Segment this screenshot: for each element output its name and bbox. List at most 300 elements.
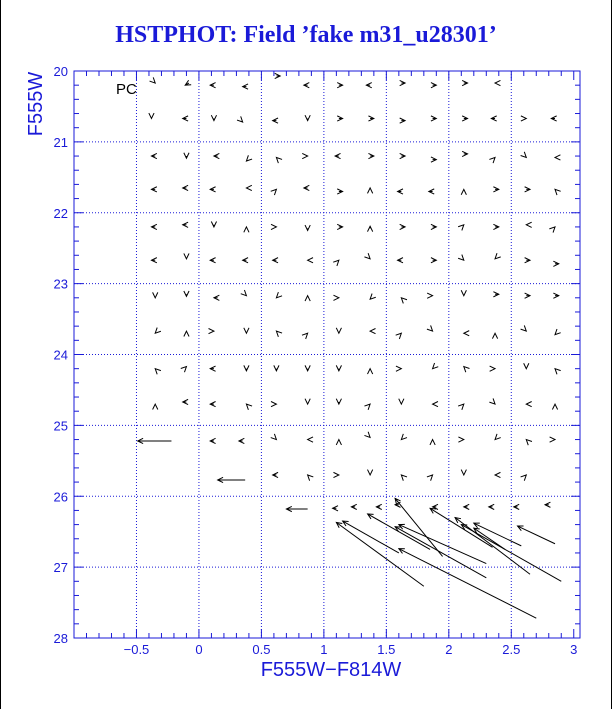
y-tick-label: 22	[53, 205, 68, 221]
vector-arrow	[493, 187, 498, 192]
vector-arrow	[151, 187, 156, 192]
vector-arrow	[464, 367, 470, 373]
vector-arrow	[183, 399, 188, 404]
vector-head	[555, 155, 560, 160]
vector-head	[271, 224, 276, 229]
vector-arrow	[493, 224, 498, 229]
vector-head	[333, 260, 339, 266]
vector-head	[211, 115, 216, 120]
vector-head	[526, 402, 531, 407]
vector-head	[552, 404, 557, 409]
vector-arrow	[305, 225, 310, 230]
vector-head	[458, 255, 464, 261]
vector-arrow	[246, 155, 252, 161]
vector-arrow	[286, 506, 307, 511]
vector-arrow	[521, 152, 527, 158]
vector-arrow	[553, 293, 558, 298]
vector-arrow	[211, 222, 216, 227]
vector-arrow	[305, 115, 310, 120]
panel-label: PC	[116, 81, 137, 98]
window-border-left	[0, 0, 1, 709]
vector-arrow	[184, 253, 189, 258]
vector-head	[333, 472, 338, 477]
vector-arrow	[243, 84, 248, 89]
vector-arrow	[495, 472, 500, 477]
vector-head	[433, 363, 439, 369]
vector-head	[526, 222, 531, 227]
vector-arrow	[430, 440, 435, 445]
vector-arrow	[400, 153, 405, 158]
vector-arrow	[396, 366, 401, 371]
vector-head	[302, 333, 308, 339]
vector-arrow	[521, 475, 527, 481]
vector-arrow	[521, 325, 527, 331]
vector-arrow	[458, 437, 463, 442]
vector-head	[276, 157, 282, 163]
vector-arrow	[525, 258, 530, 263]
vector-arrow	[431, 224, 436, 229]
vector-arrow	[337, 116, 342, 121]
vector-arrow	[401, 298, 407, 304]
vector-arrow	[398, 258, 403, 263]
vector-arrow	[552, 404, 557, 409]
vector-arrow	[401, 434, 407, 440]
vector-arrow	[401, 475, 407, 481]
vector-head	[401, 298, 407, 304]
vector-arrow	[237, 116, 243, 122]
vector-arrow	[304, 83, 309, 88]
vector-arrow	[555, 369, 561, 375]
vector-head	[276, 292, 282, 298]
vector-arrow	[490, 366, 495, 371]
vector-head	[244, 227, 249, 232]
vector-head	[246, 185, 251, 190]
vector-head	[237, 116, 243, 122]
vector-arrow	[271, 434, 277, 440]
axis-ticks	[54, 64, 580, 657]
vector-arrow	[555, 329, 561, 335]
vector-arrow	[551, 116, 556, 121]
vector-arrow	[274, 365, 279, 370]
vector-head	[305, 365, 310, 370]
vector-arrow	[400, 224, 405, 229]
vector-head	[464, 331, 469, 336]
y-axis-label: F555W	[25, 71, 47, 137]
x-tick-label: 1	[320, 642, 328, 657]
vector-arrow	[209, 329, 214, 334]
vector-arrow	[273, 258, 278, 263]
vector-head	[211, 222, 216, 227]
y-tick-label: 26	[53, 489, 68, 505]
vector-arrow	[184, 291, 189, 296]
vector-head	[305, 225, 310, 230]
vector-shaft	[343, 521, 399, 553]
vector-head	[430, 440, 435, 445]
vector-arrow	[491, 116, 496, 121]
vector-head	[271, 434, 277, 440]
vector-head	[364, 253, 370, 259]
vector-arrow	[302, 333, 308, 339]
vector-arrow	[333, 506, 338, 511]
vector-arrow	[526, 222, 531, 227]
vector-head	[549, 227, 555, 233]
vector-arrow	[210, 187, 215, 192]
vector-arrow	[333, 472, 338, 477]
vector-arrow	[495, 80, 500, 85]
vector-head	[333, 295, 338, 300]
vector-arrow	[246, 404, 252, 410]
vector-head	[555, 369, 561, 375]
vector-head	[550, 437, 555, 442]
vector-arrow	[431, 116, 436, 121]
vector-head	[555, 189, 561, 195]
vector-arrow	[376, 504, 381, 509]
vector-head	[399, 399, 404, 404]
vector-head	[153, 292, 158, 297]
vector-head	[336, 328, 341, 333]
y-tick-label: 20	[53, 64, 68, 79]
vector-arrow	[151, 153, 156, 158]
vector-arrow	[214, 295, 219, 300]
vector-head	[149, 113, 154, 118]
vector-arrow	[461, 290, 466, 295]
vector-arrow	[427, 293, 432, 298]
vector-arrow	[400, 80, 405, 85]
vector-arrow	[273, 118, 278, 123]
vector-arrow	[351, 504, 356, 509]
vector-arrow	[138, 438, 172, 443]
vector-arrow	[155, 369, 161, 375]
vector-shaft	[518, 526, 555, 544]
vector-arrow	[364, 432, 370, 438]
vector-head	[396, 333, 402, 339]
vector-arrow	[495, 253, 501, 259]
vector-head	[401, 475, 407, 481]
x-tick-label: 0.5	[252, 642, 271, 657]
vector-head	[244, 328, 249, 333]
vector-arrow	[271, 402, 276, 407]
vector-arrow	[399, 399, 404, 404]
vector-head	[336, 365, 341, 370]
vector-arrow	[458, 404, 464, 410]
vector-head	[521, 475, 527, 481]
vector-head	[433, 402, 438, 407]
vector-head	[396, 366, 401, 371]
vector-head	[367, 188, 372, 193]
vector-arrow	[464, 331, 469, 336]
vector-arrow	[218, 477, 245, 482]
vector-arrow	[305, 296, 310, 301]
vector-arrow	[431, 83, 436, 88]
vector-head	[461, 189, 466, 194]
vector-arrow	[433, 402, 438, 407]
vector-arrow	[553, 261, 558, 266]
vector-arrow	[462, 116, 467, 121]
vector-arrow	[241, 290, 247, 296]
vector-arrow	[367, 369, 372, 374]
vector-head	[246, 404, 252, 410]
vector-head	[271, 189, 277, 195]
vector-arrow	[343, 521, 399, 553]
vector-arrow	[184, 331, 189, 336]
vector-arrow	[333, 260, 339, 266]
vector-head	[521, 152, 527, 158]
vector-head	[184, 291, 189, 296]
vector-arrow	[400, 118, 405, 123]
vector-head	[181, 367, 187, 373]
vector-arrow	[244, 227, 249, 232]
vector-head	[184, 331, 189, 336]
vector-arrow	[155, 328, 161, 334]
vector-head	[427, 293, 432, 298]
x-tick-label: 1.5	[377, 642, 396, 657]
vector-head	[458, 437, 463, 442]
vector-arrow	[367, 188, 372, 193]
vector-arrow	[518, 526, 555, 544]
vector-arrow	[181, 367, 187, 373]
vector-head	[461, 290, 466, 295]
vector-head	[336, 399, 341, 404]
y-tick-label: 21	[53, 134, 68, 150]
vector-head	[521, 116, 526, 121]
vector-arrow	[271, 189, 277, 195]
vector-head	[427, 325, 433, 331]
vector-arrow	[555, 189, 561, 195]
vector-arrow	[333, 295, 338, 300]
vector-arrow	[429, 189, 434, 194]
vector-arrow	[302, 153, 307, 158]
vector-head	[401, 434, 407, 440]
vector-arrow	[489, 504, 494, 509]
vector-head	[153, 404, 158, 409]
vector-head	[308, 258, 313, 263]
vector-head	[155, 369, 161, 375]
y-tick-label: 24	[53, 347, 68, 363]
vector-arrow	[210, 438, 215, 443]
vector-arrow	[276, 331, 282, 337]
vector-head	[184, 153, 189, 158]
vector-arrow	[211, 115, 216, 120]
vector-arrow	[545, 502, 550, 507]
vector-arrow	[305, 399, 310, 404]
vector-arrow	[308, 437, 313, 442]
vector-arrow	[464, 504, 469, 509]
vector-head	[302, 153, 307, 158]
vector-arrow	[521, 116, 526, 121]
vector-head	[430, 508, 436, 513]
vector-arrow	[398, 189, 403, 194]
vector-arrow	[492, 333, 497, 338]
vector-arrow	[364, 253, 370, 259]
vector-arrow	[336, 365, 341, 370]
vector-head	[458, 225, 464, 231]
vector-head	[461, 470, 466, 475]
vector-arrow	[461, 470, 466, 475]
vector-head	[524, 363, 529, 368]
vector-arrow	[273, 472, 278, 477]
vector-shaft	[474, 523, 521, 546]
vector-head	[367, 226, 372, 231]
vector-arrow	[367, 226, 372, 231]
vector-arrow	[308, 258, 313, 263]
vector-arrow	[183, 116, 188, 121]
vector-head	[150, 77, 156, 83]
vector-head	[246, 155, 252, 161]
vector-arrow	[368, 514, 430, 549]
vector-head	[274, 365, 279, 370]
vector-arrow	[244, 365, 249, 370]
vector-shaft	[368, 514, 430, 549]
vector-head	[492, 333, 497, 338]
vector-arrow	[431, 157, 436, 162]
vector-arrows	[138, 73, 562, 618]
chart-title: HSTPHOT: Field ’fake m31_u28301’	[115, 22, 497, 48]
x-tick-label: 3	[570, 642, 578, 657]
vector-head	[367, 369, 372, 374]
vector-head	[276, 331, 282, 337]
x-tick-label: −0.5	[123, 642, 150, 657]
vector-arrow	[336, 399, 341, 404]
vector-arrow	[462, 151, 467, 156]
y-tick-label: 23	[53, 276, 68, 292]
vector-head	[370, 329, 375, 334]
vector-head	[489, 157, 495, 163]
vector-head	[370, 294, 376, 300]
vector-arrow	[153, 404, 158, 409]
vector-head	[458, 404, 464, 410]
vector-head	[271, 402, 276, 407]
vector-arrow	[427, 325, 433, 331]
vector-head	[521, 325, 527, 331]
vector-arrow	[474, 523, 521, 546]
vector-arrow	[150, 77, 156, 83]
vector-head	[495, 472, 500, 477]
vector-head	[305, 399, 310, 404]
vector-arrow	[275, 73, 280, 78]
vector-arrow	[210, 258, 215, 263]
vector-head	[241, 290, 247, 296]
vector-head	[489, 398, 495, 404]
y-tick-label: 25	[53, 418, 68, 434]
vector-arrow	[427, 475, 433, 481]
vector-head	[364, 404, 370, 410]
vector-arrow	[210, 366, 215, 371]
vector-arrow	[370, 294, 376, 300]
vector-head	[555, 329, 561, 335]
vector-arrow	[304, 185, 309, 190]
vector-arrow	[308, 475, 314, 481]
vector-arrow	[431, 258, 436, 263]
vector-arrow	[151, 224, 156, 229]
vector-arrow	[335, 153, 340, 158]
vector-arrow	[149, 113, 154, 118]
vector-arrow	[366, 83, 371, 88]
vector-arrow	[526, 440, 532, 446]
vector-arrow	[461, 189, 466, 194]
vector-arrow	[489, 157, 495, 163]
vector-arrow	[276, 157, 282, 163]
vector-arrow	[458, 255, 464, 261]
vector-head	[464, 367, 470, 373]
vector-arrow	[336, 440, 341, 445]
grid-lines	[74, 71, 580, 638]
vector-arrow	[495, 434, 501, 440]
vector-head	[155, 328, 161, 334]
y-tick-label: 28	[53, 631, 68, 646]
vector-arrow	[244, 328, 249, 333]
vector-head	[305, 296, 310, 301]
vector-arrow	[462, 80, 467, 85]
vector-arrow	[214, 153, 219, 158]
vector-arrow	[337, 83, 342, 88]
vector-head	[184, 253, 189, 258]
vector-arrow	[458, 225, 464, 231]
vector-arrow	[337, 224, 342, 229]
vector-arrow	[396, 333, 402, 339]
vector-head	[526, 440, 532, 446]
vector-arrow	[370, 329, 375, 334]
vector-arrow	[183, 185, 188, 190]
vector-arrow	[151, 258, 156, 263]
vector-arrow	[271, 224, 276, 229]
vector-arrow	[550, 437, 555, 442]
x-tick-label: 2	[445, 642, 453, 657]
vector-arrow	[183, 222, 188, 227]
vector-head	[495, 253, 501, 259]
vector-head	[490, 366, 495, 371]
vector-arrow	[210, 83, 215, 88]
y-tick-label: 27	[53, 560, 68, 576]
vector-arrow	[239, 438, 244, 443]
vector-arrow	[243, 258, 248, 263]
x-tick-label: 2.5	[502, 642, 521, 657]
vector-arrow	[210, 402, 215, 407]
vector-arrow	[276, 292, 282, 298]
vector-arrow	[525, 187, 530, 192]
vector-head	[308, 437, 313, 442]
vector-head	[244, 365, 249, 370]
vector-arrow	[336, 328, 341, 333]
vector-arrow	[364, 404, 370, 410]
vector-shaft	[399, 525, 486, 564]
vector-head	[495, 434, 501, 440]
vector-arrow	[185, 80, 191, 85]
x-axis-label: F555W−F814W	[260, 659, 402, 681]
vector-arrow	[549, 227, 555, 233]
vector-arrow	[305, 365, 310, 370]
vector-arrow	[493, 292, 498, 297]
vector-arrow	[399, 524, 486, 563]
vector-arrow	[367, 470, 372, 475]
vector-arrow	[526, 402, 531, 407]
vector-arrow	[153, 292, 158, 297]
vector-arrow	[525, 293, 530, 298]
vector-arrow	[514, 504, 519, 509]
vector-head	[185, 80, 191, 85]
vector-head	[305, 115, 310, 120]
vector-head	[336, 440, 341, 445]
vector-arrow	[433, 363, 439, 369]
vector-head	[209, 329, 214, 334]
vector-arrow	[184, 153, 189, 158]
vector-arrow	[246, 185, 251, 190]
vector-arrow	[368, 116, 373, 121]
vector-head	[427, 475, 433, 481]
vector-head	[364, 432, 370, 438]
vector-arrow	[368, 153, 373, 158]
vector-arrow	[555, 155, 560, 160]
vector-head	[308, 475, 314, 481]
